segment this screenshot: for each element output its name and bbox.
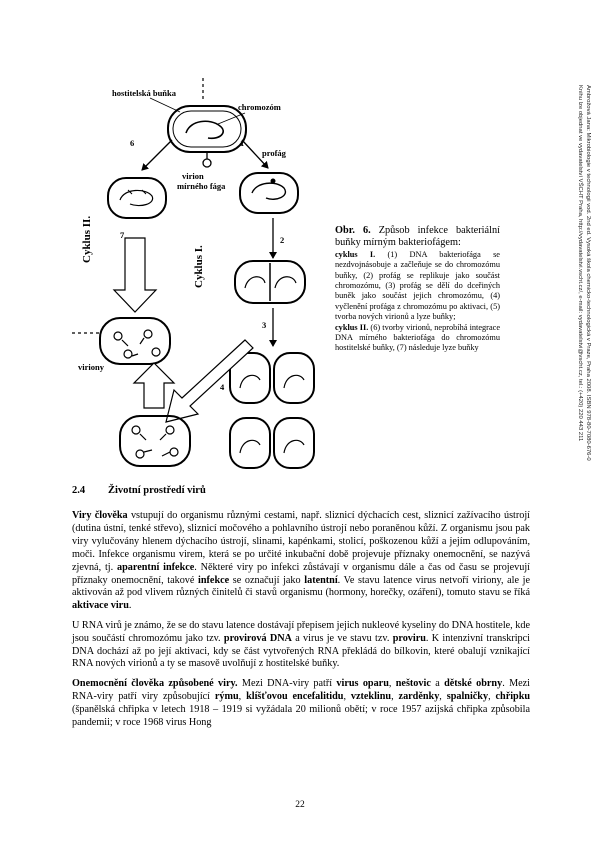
text-run: , [343,690,351,702]
term-human-diseases: Onemocnění člověka způsobené viry. [72,677,238,689]
caption-title [335,225,500,250]
term-human-viruses: Viry člověka [72,510,128,521]
text-run: , [388,677,396,689]
step-7: 7 [120,230,125,240]
phage-cycle-diagram [70,78,325,486]
term-apparent-infection: aparentní infekce [117,561,195,573]
term-polio: dětské obrny [444,677,503,689]
caption-cycle-two [335,323,500,354]
caption-cycle-one-label: cyklus I. [335,249,376,259]
text-run: Mezi DNA-viry patří [237,677,337,689]
text-run: U RNA virů je známo, že se do stavu latence dostávají přepisem jejich nukleové kyseliny do DNA hostitele, kde jsou součástí chromozómu jako tzv. [72,619,530,644]
text-run: . Některé viry po infekci zůstávají v organismu dále a čas od času se projevují příznaky onemocnění, takové [72,561,530,586]
term-encephalitis: klíšťovou encefalitidu [246,690,344,702]
label-virions: viriony [78,362,104,372]
figure-caption [335,225,500,354]
virion-injecting [203,152,211,167]
cell-cycle-two-top [108,178,166,218]
daughter-cells [230,353,314,403]
arrow-step-4 [166,340,253,422]
text-run: a virus je ve stavu tzv. [291,632,393,644]
side-citation-line-1: Ambrožová Jana: Mikrobiologie v technologii vod. 2nd ed. Vysoká škola chemicko-technologická v Praze, Praha 2008. ISBN 978-80-7080-676-0 [585,85,591,461]
paragraph-1 [72,510,530,613]
paragraph-2 [72,620,530,672]
cell-with-virions [100,318,170,364]
dividing-cell [235,261,305,303]
page-number: 22 [295,800,305,810]
lysing-cell [120,416,190,466]
phage-infection-figure [70,78,325,486]
term-cold: rýmu [214,690,239,702]
caption-cycle-two-text: (6) tvorby virionů, neprobíhá integrace DNA mírného bakteriofága do chromozómu hostitelské buňky, (7) následuje lyze buňky [335,322,500,353]
section-title: Životní prostředí virů [108,485,206,496]
text-run: vstupují do organismu různými cestami, např. sliznicí dýchacích cest, sliznicí zažívacího ústrojí (dutina ústní, tenké střevo), sliznicí močového a pohlavního ústrojí nebo poraněnou kůží. Z organismu jsou pak viry vylučovány hlenem dýchacího ústrojí, slinami, kapénkami, stolicí, poškozenou kůží a jejím odlupováním, moči. Infekce organismu virem, která se po určité inkubační době projevuje příznaky onemocnění, se nazývá zjevná, tj. [72,510,531,573]
term-provirus: proviru [392,632,426,644]
side-citation [558,85,592,665]
step-6: 6 [130,138,135,148]
text-run: (španělská chřipka v letech 1918 – 1919 si vyžádala 20 milionů obětí; v roce 1957 azijská chřipka způsobila pandemii; v roce 1968 virus Hong [72,703,530,728]
term-rabies: vzteklinu [350,690,392,702]
text-run: . [128,600,132,612]
term-infection: infekce [198,574,230,586]
side-citation-line-2: Knihu lze objednat ve vydavatelství VŠCHT Praha, http://vydavatelstvi.vscht.cz/, e-mail: vydavatelstvi@vscht.cz, tel.: (+420) 220 443 211 [577,85,583,442]
section-number: 2.4 [72,485,86,496]
text-run: . Mezi RNA-viry patří viry způsobující [72,677,531,702]
label-cycle-one: Cyklus I. [193,245,205,288]
label-prophage: profág [262,148,286,158]
label-temperate-phage: mírného fága [177,181,226,191]
term-smallpox: neštovic [395,677,431,689]
step-2: 2 [280,235,285,245]
step-1: 1 [240,138,245,148]
caption-title-label: Obr. 6. [335,225,371,236]
term-rubella: zarděnky [398,690,440,702]
text-run: , [439,690,447,702]
caption-cycle-one-text: (1) DNA bakteriofága se nezdvojnásobuje a začleňuje se do chromozómu buňky, (2) profág se replikuje jako součást chromozómu, (3) profág se dělí do dceřiných buněk jako součást jejich chromozómu, (4) vyčlenění profága z chromozómu po aktivaci, (5) tvorba nových virionů a lyze buňky; [335,249,500,322]
arrow-step-5 [134,363,174,408]
term-measles: spalničky [446,690,489,702]
term-herpes: virus oparu [336,677,389,689]
text-run: . K intenzivní transkripci DNA dochází až po její aktivaci, kdy se část vytvořených RNA překládá do bílkovin, které obalují vznikající RNA nových virionů a ty se masově uvolňují z hostitelské buňky. [72,632,530,670]
text-run: , [238,690,247,702]
text-run: , [488,690,496,702]
caption-cycle-one [335,250,500,323]
step-4: 4 [220,382,225,392]
step-3: 3 [262,320,267,330]
text-run: se označují jako [229,574,305,586]
caption-title-text: Způsob infekce bakteriální buňky mírným bakteriofágem: [335,225,500,249]
final-daughter-cells [230,418,314,468]
label-virion: virion [182,171,204,181]
text-run: a [430,677,445,689]
cell-with-prophage [240,173,298,213]
term-influenza: chřipku [495,690,531,702]
text-run: . Ve stavu latence virus netvoří viriony, ale je aktivován až pod vlivem různých činitelů či stavů organismu (hormony, horečky, ozáření), tomuto stavu se říká [72,574,530,599]
section-heading [72,485,206,496]
term-latent: latentní [304,574,338,586]
host-cell-top [168,106,246,152]
paragraph-3 [72,678,530,730]
label-host-cell: hostitelská buňka [112,88,177,98]
text-run: , [391,690,399,702]
body-text [72,510,530,736]
term-proviral-dna: provirová DNA [223,632,292,644]
label-chromosome: chromozóm [238,102,281,112]
arrow-step-7 [114,238,156,312]
caption-cycle-two-label: cyklus II. [335,322,369,332]
label-cycle-two: Cyklus II. [81,215,93,263]
term-virus-activation: aktivace viru [72,600,129,612]
